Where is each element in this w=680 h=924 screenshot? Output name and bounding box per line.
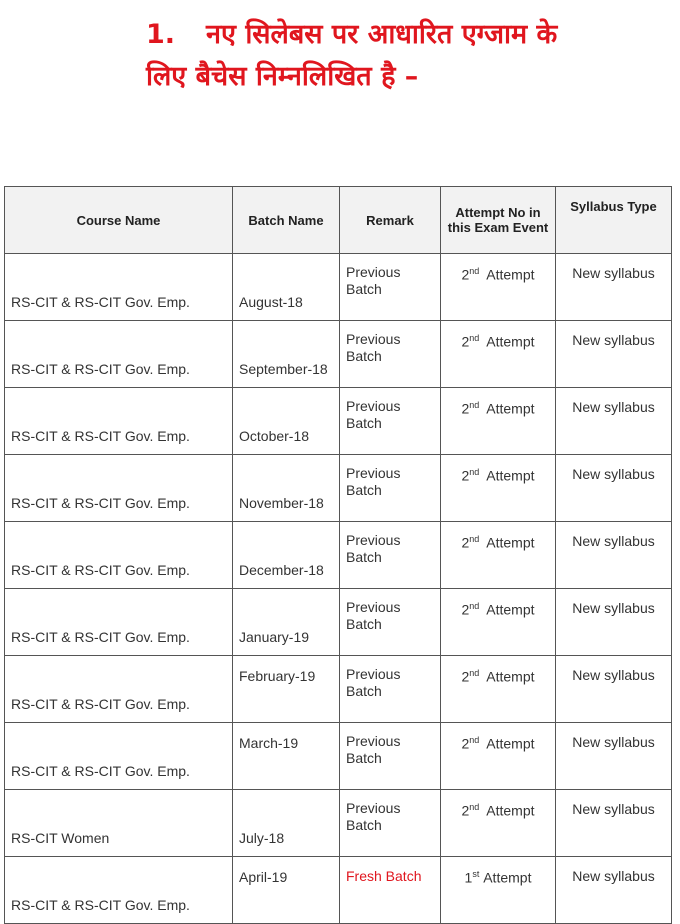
attempt-suffix: st [472,869,480,879]
remark-cell: Previous Batch [340,388,441,455]
attempt-cell [441,321,556,388]
syllabus-cell: New syllabus [556,522,672,589]
batch-cell: July-18 [233,790,340,857]
batches-table [4,186,672,924]
table-row [5,388,672,455]
attempt-number: 2 [461,467,470,484]
remark-cell: Previous Batch [340,254,441,321]
attempt-cell [441,522,556,589]
attempt-suffix: nd [469,601,480,611]
attempt-number: 2 [461,668,470,685]
batch-cell: December-18 [233,522,340,589]
course-cell: RS-CIT & RS-CIT Gov. Emp. [5,388,233,455]
attempt-number: 2 [461,333,470,350]
heading-number: 1. [146,19,176,50]
batch-cell: February-19 [233,656,340,723]
remark-cell: Previous Batch [340,790,441,857]
remark-cell-fresh: Fresh Batch [340,857,441,924]
remark-cell: Previous Batch [340,455,441,522]
batch-cell: April-19 [233,857,340,924]
batch-cell: August-18 [233,254,340,321]
attempt-cell [441,254,556,321]
course-cell: RS-CIT Women [5,790,233,857]
attempt-cell [441,455,556,522]
syllabus-cell: New syllabus [556,723,672,790]
remark-cell: Previous Batch [340,589,441,656]
attempt-suffix: nd [469,735,480,745]
attempt-word: Attempt [486,333,535,350]
syllabus-cell: New syllabus [556,321,672,388]
table-row [5,723,672,790]
attempt-number: 2 [461,534,470,551]
heading-line-1: नए सिलेबस पर आधारित एग्जाम के [206,19,558,50]
attempt-number: 2 [461,802,470,819]
batch-cell: September-18 [233,321,340,388]
attempt-suffix: nd [469,668,480,678]
remark-cell: Previous Batch [340,723,441,790]
attempt-number: 2 [461,601,470,618]
attempt-word: Attempt [483,869,532,886]
attempt-word: Attempt [486,467,535,484]
syllabus-cell: New syllabus [556,790,672,857]
syllabus-cell: New syllabus [556,388,672,455]
header-attempt-no: Attempt No in this Exam Event [441,187,556,254]
table-row [5,589,672,656]
batch-cell: October-18 [233,388,340,455]
table-row [5,455,672,522]
course-cell: RS-CIT & RS-CIT Gov. Emp. [5,321,233,388]
attempt-suffix: nd [469,534,480,544]
table-row [5,790,672,857]
remark-cell: Previous Batch [340,522,441,589]
attempt-word: Attempt [486,601,535,618]
course-cell: RS-CIT & RS-CIT Gov. Emp. [5,857,233,924]
syllabus-cell: New syllabus [556,656,672,723]
course-cell: RS-CIT & RS-CIT Gov. Emp. [5,656,233,723]
table-row [5,254,672,321]
syllabus-cell: New syllabus [556,254,672,321]
course-cell: RS-CIT & RS-CIT Gov. Emp. [5,455,233,522]
header-syllabus-type: Syllabus Type [556,187,672,254]
header-course-name: Course Name [5,187,233,254]
course-cell: RS-CIT & RS-CIT Gov. Emp. [5,723,233,790]
page-heading [146,14,666,98]
attempt-cell [441,589,556,656]
attempt-suffix: nd [469,400,480,410]
attempt-suffix: nd [469,467,480,477]
syllabus-cell: New syllabus [556,857,672,924]
attempt-word: Attempt [486,400,535,417]
attempt-word: Attempt [486,802,535,819]
attempt-word: Attempt [486,534,535,551]
attempt-cell [441,857,556,924]
attempt-cell [441,790,556,857]
attempt-word: Attempt [486,266,535,283]
batch-cell: January-19 [233,589,340,656]
table-header-row [5,187,672,254]
attempt-number: 2 [461,735,470,752]
header-batch-name: Batch Name [233,187,340,254]
table-row [5,522,672,589]
table-row [5,656,672,723]
course-cell: RS-CIT & RS-CIT Gov. Emp. [5,254,233,321]
remark-cell: Previous Batch [340,656,441,723]
attempt-number: 1 [464,869,473,886]
course-cell: RS-CIT & RS-CIT Gov. Emp. [5,589,233,656]
table-row [5,857,672,924]
heading-line-2: लिए बैचेस निम्नलिखित है – [146,61,419,92]
batch-cell: March-19 [233,723,340,790]
attempt-cell [441,656,556,723]
syllabus-cell: New syllabus [556,455,672,522]
attempt-suffix: nd [469,802,480,812]
attempt-number: 2 [461,400,470,417]
attempt-number: 2 [461,266,470,283]
remark-cell: Previous Batch [340,321,441,388]
table-row [5,321,672,388]
syllabus-cell: New syllabus [556,589,672,656]
attempt-word: Attempt [486,668,535,685]
attempt-cell [441,723,556,790]
attempt-word: Attempt [486,735,535,752]
course-cell: RS-CIT & RS-CIT Gov. Emp. [5,522,233,589]
batch-cell: November-18 [233,455,340,522]
header-remark: Remark [340,187,441,254]
attempt-suffix: nd [469,266,480,276]
attempt-cell [441,388,556,455]
attempt-suffix: nd [469,333,480,343]
